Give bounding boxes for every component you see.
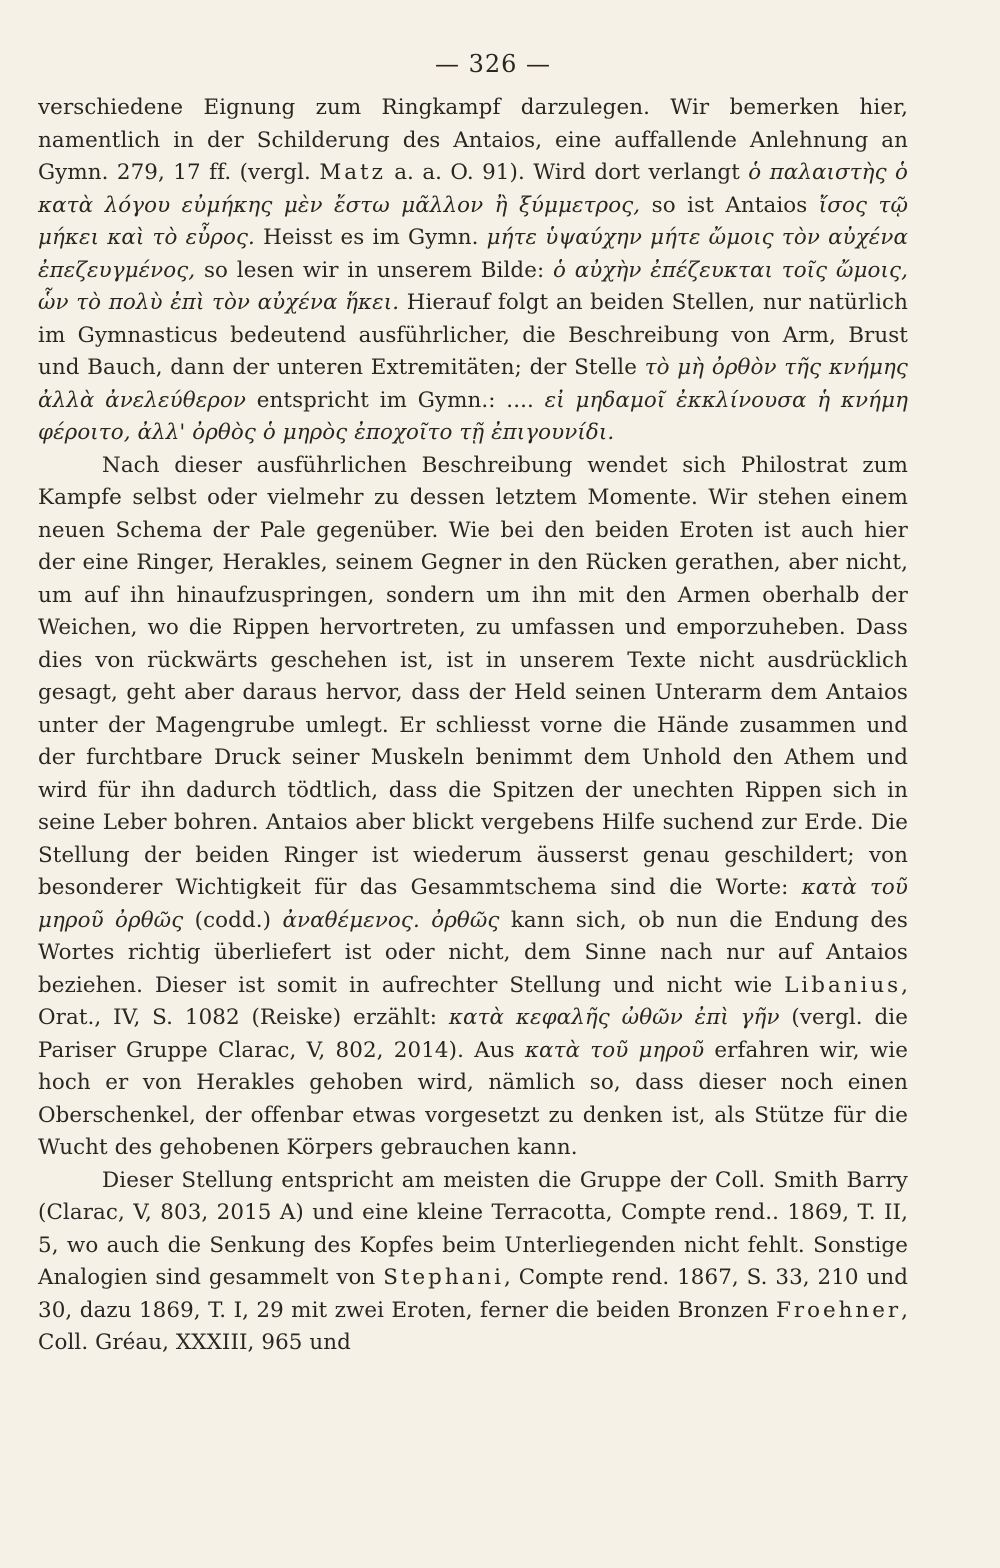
author-name: Froehner [776, 1297, 902, 1323]
text-run: Dieser Stellung entspricht am meisten die Gruppe der Coll. Smith Barry (Clarac, V, 803, 2015 A) und eine kleine Terracotta, Compte rend.. 1869, T. II, 5, wo auch die Senkung des Kopfes beim Unterliegenden nicht fehlt. Sonstige Analogien sind gesammelt von [38, 1167, 908, 1290]
text-run: Nach dieser ausführlichen Beschreibung wendet sich Philostrat zum Kampfe selbst oder vielmehr zu dessen letztem Momente. Wir stehen einem neuen Schema der Pale gegenüber. Wie bei den beiden Eroten ist auch hier der eine Ringer, Herakles, seinem Gegner in den Rücken gerathen, aber nicht, um auf ihn hinaufzuspringen, sondern um ihn mit den Armen oberhalb der Weichen, wo die Rippen hervortreten, zu umfassen und emporzuheben. Dass dies von rückwärts geschehen ist, ist in unserem Texte nicht ausdrücklich gesagt, geht aber daraus hervor, dass der Held seinen Unterarm dem Antaios unter der Magengrube umlegt. Er schliesst vorne die Hände zusammen und der furchtbare Druck seiner Muskeln benimmt dem Unhold den Athem und wird für ihn dadurch tödtlich, dass die Spitzen der unechten Rippen sich in seine Leber bohren. Antaios aber blickt vergebens Hilfe suchend zur Erde. Die Stellung der beiden Ringer ist wiederum äusserst genau geschildert; von besonderer Wichtigkeit für das Gesammtschema sind die Worte: [38, 452, 908, 900]
text-run: erfahren wir, wie hoch er von Herakles gehoben wird, nämlich so, dass dieser noch einen Oberschenkel, der offenbar etwas vorgesetzt zu denken ist, als Stütze für die Wucht des gehobenen Körpers gebrauchen kann. [38, 1037, 908, 1160]
text-run: , Compte rend. 1867, S. 33, 210 und 30, dazu 1869, T. I, 29 mit zwei Eroten, ferner die beiden Bronzen [38, 1265, 908, 1323]
greek-quote: τὸ μὴ ὀρθὸν τῆς κνήμης ἀλλὰ ἀνελεύθερον [38, 355, 908, 413]
greek-quote: ὁ παλαιστὴς ὁ κατὰ λόγου εὐμήκης μὲν ἔστω μᾶλλον ἢ ξύμμετρος, [38, 160, 908, 218]
text-run: (vergl. die Pariser Gruppe Clarac, V, 802, 2014). Aus [38, 1005, 909, 1063]
paragraph [38, 92, 908, 450]
greek-quote: ἀναθέμενος. ὀρθῶς [282, 907, 500, 933]
greek-quote: κατὰ κεφαλῆς ὠθῶν ἐπὶ γῆν [448, 1005, 780, 1030]
greek-quote: κατὰ τοῦ μηροῦ ὀρθῶς [38, 875, 908, 933]
text-run: Hierauf folgt an beiden Stellen, nur natürlich im Gymnasticus bedeutend ausführlicher, die Beschreibung von Arm, Brust und Bauch, dann der unteren Extremitäten; der Stelle [38, 290, 908, 380]
text-run: , Coll. Gréau, XXXIII, 965 und [38, 1297, 908, 1355]
text-run: so lesen wir in unserem Bilde: [195, 257, 554, 283]
greek-quote: ἴσος τῷ μήκει καὶ τὸ εὖρος. [38, 192, 908, 250]
text-run: Heisst es im Gymn. [254, 225, 487, 250]
text-run: so ist Antaios [640, 192, 819, 218]
text-run: (codd.) [183, 907, 283, 933]
author-name: Matz [319, 160, 386, 185]
author-name: Libanius [784, 972, 902, 998]
greek-quote: μήτε ὑψαύχην μήτε ὤμοις τὸν αὐχένα ἐπεζευγμένος, [38, 225, 909, 283]
greek-quote: ὁ αὐχὴν ἐπέζευκται τοῖς ὤμοις, ὧν τὸ πολὺ ἐπὶ τὸν αὐχένα ἥκει. [38, 257, 908, 315]
text-run: kann sich, ob nun die Endung des Wortes richtig überliefert ist oder nicht, dem Sinne nach nur auf Antaios beziehen. Dieser ist somit in aufrechter Stellung und nicht wie [38, 907, 909, 998]
text-run: a. a. O. 91). Wird dort verlangt [385, 160, 749, 185]
greek-quote: εἰ μηδαμοῖ ἐκκλίνουσα ἡ κνήμη φέροιτο, ἀλλ' ὀρθὸς ὁ μηρὸς ἐποχοῖτο τῇ ἐπιγουνίδι. [38, 387, 908, 445]
paragraph [38, 1165, 908, 1360]
text-run: verschiedene Eignung zum Ringkampf darzulegen. Wir bemerken hier, namentlich in der Schilderung des Antaios, eine auffallende Anlehnung an Gymn. 279, 17 ff. (vergl. [38, 95, 908, 185]
page-number-header: — 326 — [434, 50, 552, 78]
text-run: entspricht im Gymn.: .... [246, 387, 545, 413]
text-run: , Orat., IV, S. 1082 (Reiske) erzählt: [38, 972, 908, 1030]
paragraph [38, 450, 908, 1165]
greek-quote: κατὰ τοῦ μηροῦ [524, 1037, 705, 1063]
author-name: Stephani [383, 1265, 504, 1290]
body-text [38, 92, 908, 1360]
